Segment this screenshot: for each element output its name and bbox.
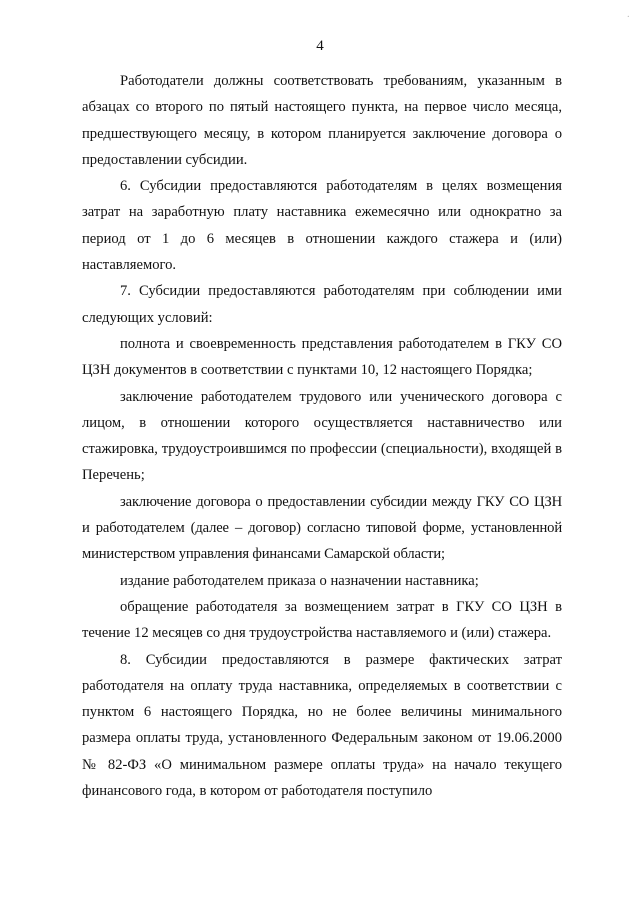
paragraph-condition-reimbursement-request: обращение работодателя за возмещением затрат в ГКУ СО ЦЗН в течение 12 месяцев со дня трудоустройства наставляемого и (или) стажера. bbox=[82, 598, 562, 642]
paragraph-item-7: 7. Субсидии предоставляются работодателям при соблюдении ими следующих условий: bbox=[82, 283, 562, 326]
paragraph-condition-mentor-order: издание работодателем приказа о назначении наставника; bbox=[120, 572, 479, 589]
paragraph-item-6: 6. Субсидии предоставляются работодателям в целях возмещения затрат на заработную плату наставника ежемесячно или однократно за период от 1 до 6 месяцев в отношении каждого стажера и (или) наставляемого. bbox=[82, 178, 562, 274]
paragraph-condition-subsidy-agreement: заключение договора о предоставлении субсидии между ГКУ СО ЦЗН и работодателем (далее – договор) согласно типовой форме, установленной министерством управления финансами Самарской области; bbox=[82, 493, 562, 563]
corner-mark: · bbox=[626, 12, 630, 23]
paragraph-condition-documents: полнота и своевременность представления работодателем в ГКУ СО ЦЗН документов в соответствии с пунктами 10, 12 настоящего Порядка; bbox=[82, 335, 562, 379]
document-body bbox=[82, 68, 562, 804]
paragraph-item-8: 8. Субсидии предоставляются в размере фактических затрат работодателя на оплату труда наставника, определяемых в соответствии с пунктом 6 настоящего Порядка, но не более величины минимального размера оплаты труда, установленного Федеральным законом от 19.06.2000 № 82-ФЗ «О минимальном размере оплаты труда» на начало текущего финансового года, в котором от работодателя поступило bbox=[82, 651, 562, 800]
paragraph-condition-employment-contract: заключение работодателем трудового или ученического договора с лицом, в отношении которого осуществляется наставничество или стажировка, трудоустроившимся по профессии (специальности), входящей в Перечень; bbox=[82, 388, 562, 484]
page-number: 4 bbox=[316, 38, 324, 54]
paragraph-employer-requirements: Работодатели должны соответствовать требованиям, указанным в абзацах со второго по пятый настоящего пункта, на первое число месяца, предшествующего месяцу, в котором планируется заключение договора о предоставлении субсидии. bbox=[82, 73, 562, 168]
